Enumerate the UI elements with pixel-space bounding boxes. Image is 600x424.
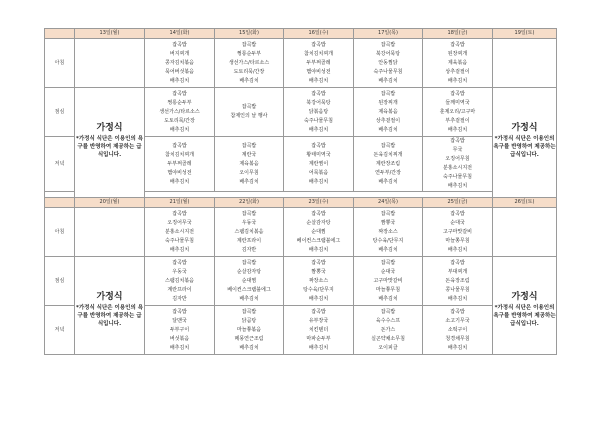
day-header: 15일(화) xyxy=(215,29,284,39)
menu-item: 무국 xyxy=(452,147,463,153)
menu-item: 오이피클 xyxy=(378,344,398,351)
menu-cell xyxy=(354,137,423,192)
menu-item: 탕수육/단무지 xyxy=(303,286,334,293)
menu-item: 배추김치 xyxy=(239,178,259,185)
menu-item: 계란찜이 xyxy=(308,160,329,167)
homestyle-notice xyxy=(75,88,145,198)
menu-item: 순살감자탕 xyxy=(236,268,262,275)
notice-text: *가정식 식단은 이용인의 욕구를 반영하여 제공하는 급식입니다. xyxy=(75,136,144,158)
menu-item: 잡곡밥 xyxy=(380,308,396,315)
menu-item: 제육볶음 xyxy=(239,160,259,167)
menu-item: 참치김치찌개 xyxy=(304,50,333,57)
notice-title: 가정식 xyxy=(511,292,538,302)
meal-plan-table xyxy=(44,28,557,355)
menu-item: 실곤약채소무침 xyxy=(371,335,405,342)
day-header: 25일(금) xyxy=(423,198,493,208)
menu-cell xyxy=(145,208,215,257)
menu-item: 잡곡밥 xyxy=(450,41,465,48)
menu-item: 콩자김치볶음 xyxy=(165,59,194,66)
menu-item: 숙주나물무침 xyxy=(373,68,403,75)
menu-item: 잡곡밥 xyxy=(311,41,326,48)
menu-item: 오징어무국 xyxy=(167,219,192,226)
menu-item: 오징어무침 xyxy=(445,156,470,162)
menu-cell xyxy=(423,257,493,306)
menu-item: 배추김치 xyxy=(169,77,190,84)
menu-item: 어묵볶음 xyxy=(308,169,329,176)
menu-item: 짬뽕국 xyxy=(380,219,396,226)
menu-item: 참치김치찌개 xyxy=(165,151,194,158)
menu-item: 닭곰탕 xyxy=(241,317,257,324)
menu-cell xyxy=(354,208,423,257)
menu-item: 마늘쫑볶음 xyxy=(236,326,262,333)
menu-cell xyxy=(215,88,284,137)
menu-item: 잡곡밥 xyxy=(311,210,326,217)
menu-item: 김자반 xyxy=(241,246,257,253)
meal-label: 저녁 xyxy=(45,306,75,355)
menu-item: 황태미역국 xyxy=(306,151,331,158)
menu-item: 숙주나물무침 xyxy=(443,174,472,180)
menu-item: 잡곡밥 xyxy=(241,210,257,217)
menu-cell xyxy=(284,257,354,306)
menu-item: 북강어묵탕 xyxy=(375,50,401,57)
menu-item: 청경채무침 xyxy=(445,335,470,342)
menu-item: 배추김치 xyxy=(169,246,190,253)
menu-cell xyxy=(423,306,493,355)
menu-item: 배추김치 xyxy=(447,344,468,351)
menu-cell xyxy=(423,88,493,137)
day-header: 22일(화) xyxy=(215,198,284,208)
meal-label: 아침 xyxy=(45,39,75,88)
menu-item: 쩡롱순두부 xyxy=(167,99,192,106)
menu-cell xyxy=(284,306,354,355)
menu-item: 잡곡밥 xyxy=(241,104,257,110)
header-corner xyxy=(45,198,75,208)
menu-item: 잡곡밥 xyxy=(380,41,396,48)
menu-item: 배추김치 xyxy=(378,295,398,302)
menu-item: 순대찜 xyxy=(241,277,257,284)
menu-item: 북강어묵탕 xyxy=(306,99,331,106)
notice-title: 가정식 xyxy=(96,292,123,302)
menu-item: 마늘쫑무침 xyxy=(445,237,470,244)
menu-cell xyxy=(215,257,284,306)
menu-item: 배추김치 xyxy=(378,126,398,133)
menu-cell xyxy=(145,88,215,137)
menu-item: 잡곡밥 xyxy=(241,308,257,315)
menu-cell xyxy=(284,208,354,257)
menu-item: 잡곡밥 xyxy=(311,142,326,149)
menu-item: 훈제오리/고구마 xyxy=(439,108,476,115)
menu-item: 들깨미역국 xyxy=(445,99,470,106)
menu-item: 된장찌개 xyxy=(378,99,398,106)
menu-item: 제육볶음 xyxy=(378,108,398,115)
menu-item: 배추김치 xyxy=(447,77,468,84)
meal-row xyxy=(45,39,557,88)
menu-item: 숙주나물무침 xyxy=(304,117,333,124)
menu-cell xyxy=(145,39,215,88)
homestyle-notice xyxy=(75,257,145,355)
menu-item: 김자반 xyxy=(172,295,187,302)
menu-item: 계란장조림 xyxy=(375,160,401,167)
menu-item: 마늘쫑무침 xyxy=(375,286,401,293)
menu-item: 잡곡밥 xyxy=(380,259,396,266)
menu-cell xyxy=(215,137,284,192)
menu-item: 배추김치 xyxy=(308,295,329,302)
meal-row xyxy=(45,88,557,137)
menu-item: 배추김치 xyxy=(169,126,190,133)
menu-item: 베이컨스크램블에그 xyxy=(296,237,341,244)
menu-item: 잡곡밥 xyxy=(172,41,187,48)
empty-cell xyxy=(493,39,557,88)
menu-item: 스팸김치볶음 xyxy=(165,277,194,284)
menu-item: 부대찌개 xyxy=(447,268,468,275)
day-header: 16일(수) xyxy=(284,29,354,39)
menu-cell xyxy=(354,88,423,137)
menu-item: 햄야비성전 xyxy=(167,169,192,176)
menu-item: 돈가스 xyxy=(380,326,396,333)
menu-item: 잡곡밥 xyxy=(172,142,187,149)
menu-item: 잡곡밥 xyxy=(172,90,187,97)
menu-item: 배추김치 xyxy=(308,344,329,351)
menu-item: 베이컨스크램블에그 xyxy=(227,286,271,293)
menu-cell xyxy=(354,306,423,355)
menu-item: 순대찜 xyxy=(311,228,326,235)
menu-item: 배추김치 xyxy=(447,183,468,189)
menu-item: 짜장소스 xyxy=(378,228,398,235)
header-corner xyxy=(45,29,75,39)
menu-item: 배추김치 xyxy=(169,344,190,351)
menu-item: 잡곡밥 xyxy=(241,259,257,266)
menu-item: 고구마맛갈비 xyxy=(373,277,403,284)
menu-item: 제육볶음 xyxy=(447,59,468,66)
week-header-row xyxy=(45,29,557,39)
meal-row xyxy=(45,208,557,257)
menu-cell xyxy=(354,257,423,306)
menu-cell xyxy=(423,208,493,257)
day-header: 23일(수) xyxy=(284,198,354,208)
empty-cell xyxy=(75,39,145,88)
menu-item: 버지찌개 xyxy=(169,50,190,57)
menu-item: 짬뽕국 xyxy=(311,268,326,275)
menu-item: 분홍소시지전 xyxy=(165,228,194,235)
day-header: 18일(금) xyxy=(423,29,493,39)
menu-item: 햄야비성전 xyxy=(306,68,331,75)
menu-item: 두부쩌골레 xyxy=(306,59,331,66)
menu-cell xyxy=(215,306,284,355)
menu-item: 생선가스/타르소스 xyxy=(159,108,200,115)
menu-item: 닭볶음탕 xyxy=(308,108,329,115)
menu-item: 고구마맛갈비 xyxy=(443,228,472,235)
menu-item: 잡곡밥 xyxy=(380,142,396,149)
menu-item: 도토리묵/간장 xyxy=(233,68,265,75)
menu-cell xyxy=(354,39,423,88)
menu-item: 두부쩌골레 xyxy=(167,160,192,167)
menu-item: 배추김치 xyxy=(378,246,398,253)
day-header: 17일(목) xyxy=(354,29,423,39)
notice-title: 가정식 xyxy=(96,123,123,133)
menu-cell xyxy=(423,137,493,192)
menu-item: 배추김치 xyxy=(239,295,259,302)
menu-item: 배추김치 xyxy=(239,77,259,84)
menu-item: 콩나물무침 xyxy=(445,286,470,293)
menu-item: 두부구이 xyxy=(169,326,190,333)
meal-label: 아침 xyxy=(45,208,75,257)
notice-text: *가정식 식단은 이용인의 욕구를 반영하여 제공하는 급식입니다. xyxy=(493,305,556,327)
menu-item: 배추김치 xyxy=(308,126,329,133)
menu-item: 부추겉절이 xyxy=(445,117,470,124)
notice-text: *가정식 식단은 이용인의 욕구를 반영하여 제공하는 급식입니다. xyxy=(75,305,144,327)
menu-item: 순대국 xyxy=(380,268,396,275)
homestyle-notice xyxy=(493,88,557,198)
menu-item: 계란프라이 xyxy=(167,286,192,293)
menu-item: 잡곡밥 xyxy=(311,259,326,266)
meal-label: 점심 xyxy=(45,88,75,137)
menu-item: 돈육장조림 xyxy=(445,277,470,284)
menu-item: 버섯볶음 xyxy=(169,335,190,342)
empty-cell xyxy=(75,208,145,257)
notice-title: 가정식 xyxy=(511,123,538,133)
menu-item: 잡곡밥 xyxy=(311,308,326,315)
menu-item: 잡곡밥 xyxy=(172,259,187,266)
menu-item: 배추김치 xyxy=(239,344,259,351)
menu-cell xyxy=(145,306,215,355)
menu-item: 잡곡밥 xyxy=(450,138,465,144)
menu-item: 배추김치 xyxy=(378,178,398,185)
day-header: 21일(월) xyxy=(145,198,215,208)
menu-item: 배추김치 xyxy=(447,246,468,253)
menu-item: 잡곡밥 xyxy=(172,210,187,217)
menu-item: 배추김치 xyxy=(308,246,329,253)
menu-item: 우동국 xyxy=(172,268,187,275)
menu-item: 계란국 xyxy=(241,151,257,158)
menu-cell xyxy=(284,39,354,88)
menu-item: 숙주나물무침 xyxy=(165,237,194,244)
menu-item: 소고기무국 xyxy=(445,317,470,324)
menu-item: 떼몽연근조림 xyxy=(234,335,264,342)
menu-item: 도토리묵/간장 xyxy=(164,117,195,124)
menu-cell xyxy=(145,137,215,192)
day-header: 26일(토) xyxy=(493,198,557,208)
menu-item: 짜장소스 xyxy=(308,277,329,284)
menu-item: 상추겉절이 xyxy=(445,68,470,75)
menu-item: 잡곡밥 xyxy=(172,308,187,315)
menu-item: 배추김치 xyxy=(308,77,329,84)
menu-item: 잡곡밥 xyxy=(380,90,396,97)
menu-item: 쩡롱순두부 xyxy=(236,50,262,57)
menu-cell xyxy=(423,39,493,88)
menu-item: 오이무침 xyxy=(239,169,259,176)
meal-row xyxy=(45,257,557,306)
menu-item: 계란프라이 xyxy=(236,237,262,244)
day-header: 19일(토) xyxy=(493,29,557,39)
menu-item: 육수수스프 xyxy=(375,317,401,324)
empty-cell xyxy=(493,208,557,257)
menu-item: 연두부/간장 xyxy=(375,169,401,176)
menu-item: 달맨국 xyxy=(172,317,187,324)
meal-label: 저녁 xyxy=(45,137,75,192)
day-header: 13일(월) xyxy=(75,29,145,39)
day-header: 20일(월) xyxy=(75,198,145,208)
menu-item: 잡곡밥 xyxy=(241,41,257,48)
menu-cell xyxy=(284,137,354,192)
menu-item: 유부장국 xyxy=(308,317,329,324)
homestyle-notice xyxy=(493,257,557,355)
menu-item: 잡곡밥 xyxy=(311,90,326,97)
menu-item: 생선가스/타르소스 xyxy=(228,59,270,66)
menu-item: 배추김치 xyxy=(169,178,190,185)
menu-cell xyxy=(284,88,354,137)
menu-item: 배추김치 xyxy=(378,77,398,84)
menu-item: 잡곡밥 xyxy=(450,259,465,266)
menu-item: 참제인의 날 행사 xyxy=(230,113,268,119)
menu-item: 탕수육/단무지 xyxy=(372,237,404,244)
menu-item: 잡곡밥 xyxy=(450,210,465,217)
menu-item: 마파순두부 xyxy=(306,335,331,342)
menu-item: 배추김치 xyxy=(308,178,329,185)
menu-item: 스팸김치볶음 xyxy=(234,228,264,235)
menu-item: 묵어버섯볶음 xyxy=(165,68,194,75)
menu-item: 돈육김치찌개 xyxy=(373,151,403,158)
menu-cell xyxy=(215,39,284,88)
menu-item: 안동찜닭 xyxy=(378,59,398,66)
menu-item: 잡곡밥 xyxy=(380,210,396,217)
menu-item: 잡곡밥 xyxy=(450,90,465,97)
menu-item: 치킨텐더 xyxy=(308,326,329,333)
menu-item: 분홍소시지전 xyxy=(443,165,472,171)
menu-item: 소떡구이 xyxy=(447,326,468,333)
menu-item: 상추겉절이 xyxy=(375,117,401,124)
week-header-row xyxy=(45,198,557,208)
menu-item: 우동국 xyxy=(241,219,257,226)
menu-item: 순대국 xyxy=(450,219,465,226)
menu-item: 배추김치 xyxy=(447,126,468,133)
menu-item: 잡곡밥 xyxy=(241,142,257,149)
menu-item: 순살감자탕 xyxy=(306,219,331,226)
day-header: 24일(목) xyxy=(354,198,423,208)
notice-text: *가정식 식단은 이용인의 욕구를 반영하여 제공하는 급식입니다. xyxy=(493,136,556,158)
day-header: 14일(화) xyxy=(145,29,215,39)
menu-cell xyxy=(215,208,284,257)
menu-cell xyxy=(145,257,215,306)
meal-label: 점심 xyxy=(45,257,75,306)
menu-item: 된장찌개 xyxy=(447,50,468,57)
menu-item: 배추김치 xyxy=(447,295,468,302)
menu-item: 잡곡밥 xyxy=(450,308,465,315)
